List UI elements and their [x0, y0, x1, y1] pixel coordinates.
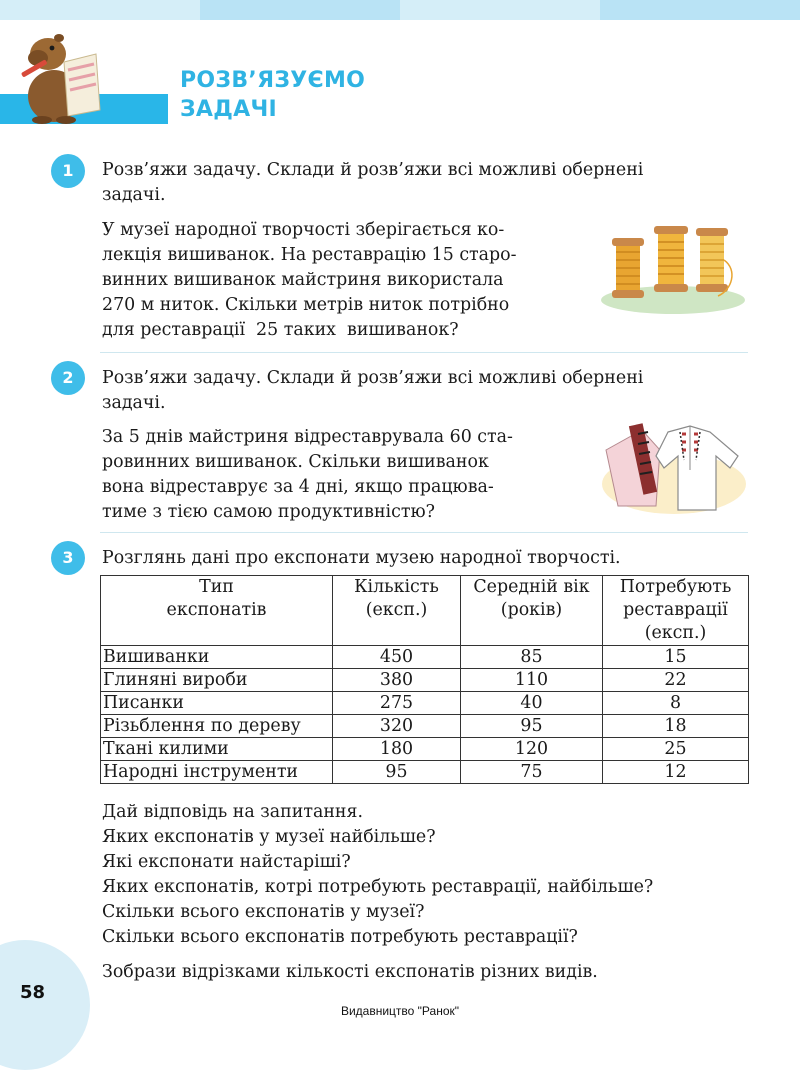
final-task: Зобрази відрізками кількості експонатів різних видів. — [102, 962, 598, 982]
table-row: Різьблення по дереву 320 95 18 — [101, 715, 749, 738]
header-quantity: Кількість (експ.) — [333, 576, 461, 646]
table-header-row — [101, 576, 749, 646]
thread-spools-icon — [598, 220, 748, 320]
task-1-problem: У музеї народної творчості зберігається ко- лекція вишиванок. На реставрацію 15 старо- винних вишиванок майстриня використала 270 м ниток. Скільки метрів ниток потрібно для реставрації 25 таких вишиванок? — [102, 220, 517, 340]
task-2-problem: За 5 днів майстриня відреставрувала 60 ста- ровинних вишиванок. Скільки вишиванок вона відреставрує за 4 дні, якщо працюва- тиме з тією самою продуктивністю? — [102, 427, 513, 522]
question-item: Яких експонатів у музеї найбільше? — [102, 827, 436, 847]
table-row: Писанки 275 40 8 — [101, 692, 749, 715]
task-2-number: 2 — [51, 361, 85, 395]
task-2-instruction: Розв’яжи задачу. Склади й розв’яжи всі можливі обернені задачі. — [102, 368, 644, 413]
header-type: Тип експонатів — [101, 576, 333, 646]
publisher-footer: Видавництво "Ранок" — [340, 1004, 460, 1018]
embroidered-shirt-icon — [598, 410, 750, 520]
question-item: Скільки всього експонатів у музеї? — [102, 902, 425, 922]
separator — [100, 532, 748, 533]
table-row: Глиняні вироби 380 110 22 — [101, 669, 749, 692]
table-row: Вишиванки 450 85 15 — [101, 646, 749, 669]
top-decor-bar — [0, 0, 800, 20]
section-title — [180, 66, 440, 124]
header-average-age: Середній вік (років) — [461, 576, 603, 646]
header-need-restoration: Потребують реставрації (експ.) — [603, 576, 749, 646]
table-row: Ткані килими 180 120 25 — [101, 738, 749, 761]
question-item: Яких експонатів, котрі потребують реставрації, найбільше? — [102, 877, 654, 897]
exhibits-table — [100, 575, 749, 784]
task-3-instruction: Розглянь дані про експонати музею народної творчості. — [102, 548, 621, 568]
section-title-line2: ЗАДАЧІ — [180, 97, 278, 122]
capybara-mascot-icon — [12, 24, 104, 124]
task-1-instruction: Розв’яжи задачу. Склади й розв’яжи всі можливі обернені задачі. — [102, 160, 644, 205]
section-title-line1: РОЗВ’ЯЗУЄМО — [180, 68, 366, 93]
question-item: Скільки всього експонатів потребують реставрації? — [102, 927, 578, 947]
page-number: 58 — [20, 982, 46, 1003]
separator — [100, 352, 748, 353]
task-3-number: 3 — [51, 541, 85, 575]
task-1-number: 1 — [51, 154, 85, 188]
question-item: Дай відповідь на запитання. — [102, 802, 363, 822]
questions-list — [102, 800, 653, 950]
question-item: Які експонати найстаріші? — [102, 852, 351, 872]
table-row: Народні інструменти 95 75 12 — [101, 761, 749, 784]
